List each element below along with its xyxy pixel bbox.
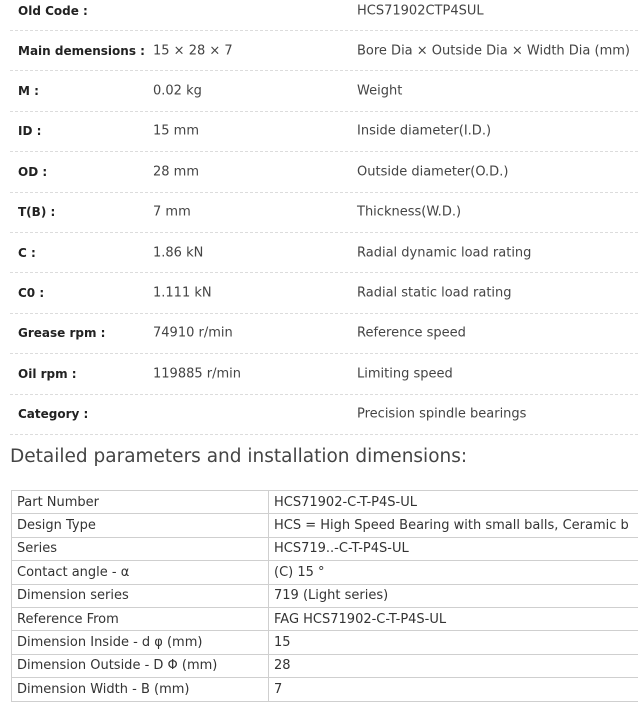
- spec-description: Weight: [357, 83, 403, 99]
- detail-key: Dimension series: [12, 584, 269, 607]
- table-row: [12, 537, 638, 560]
- detail-value: (C) 15 °: [269, 561, 638, 584]
- spec-row-grease-rpm: [10, 314, 638, 354]
- spec-label: OD :: [18, 164, 48, 179]
- spec-row-outside-diameter: [10, 152, 638, 192]
- spec-description: Radial static load rating: [357, 285, 512, 301]
- spec-row-old-code: [10, 0, 638, 31]
- spec-row-oil-rpm: [10, 354, 638, 394]
- detail-key: Dimension Width - B (mm): [12, 678, 269, 701]
- spec-label: Category :: [18, 407, 89, 422]
- detail-value: HCS719..-C-T-P4S-UL: [269, 537, 638, 560]
- spec-label: Main demensions :: [18, 43, 145, 58]
- spec-row-dynamic-load: [10, 233, 638, 273]
- spec-value: 7 mm: [153, 204, 191, 220]
- spec-value: 15 mm: [153, 123, 200, 139]
- detail-value: 7: [269, 678, 638, 701]
- spec-table: [10, 0, 638, 435]
- table-row: [12, 678, 638, 701]
- table-row: [12, 561, 638, 584]
- spec-row-main-dimensions: [10, 31, 638, 71]
- detail-value: HCS71902-C-T-P4S-UL: [269, 491, 638, 514]
- spec-description: Thickness(W.D.): [357, 204, 462, 220]
- table-row: [12, 584, 638, 607]
- spec-value: 119885 r/min: [153, 366, 241, 382]
- spec-value: 1.86 kN: [153, 245, 204, 261]
- spec-label: Grease rpm :: [18, 326, 106, 341]
- detail-value: HCS = High Speed Bearing with small balls, Ceramic b: [269, 514, 638, 537]
- detail-key: Contact angle - α: [12, 561, 269, 584]
- detail-key: Part Number: [12, 491, 269, 514]
- spec-value: 74910 r/min: [153, 325, 233, 341]
- spec-row-static-load: [10, 273, 638, 313]
- spec-value: 28 mm: [153, 164, 200, 180]
- spec-description: Radial dynamic load rating: [357, 245, 532, 261]
- spec-value: 1.111 kN: [153, 285, 212, 301]
- section-title: Detailed parameters and installation dimensions:: [10, 446, 468, 467]
- detail-key: Dimension Outside - D Φ (mm): [12, 654, 269, 677]
- detail-key: Design Type: [12, 514, 269, 537]
- spec-label: ID :: [18, 124, 42, 139]
- detail-value: 719 (Light series): [269, 584, 638, 607]
- spec-row-thickness: [10, 193, 638, 233]
- spec-value: 15 × 28 × 7: [153, 43, 233, 59]
- spec-description: Reference speed: [357, 325, 466, 341]
- detail-value: 15: [269, 631, 638, 654]
- spec-description: HCS71902CTP4SUL: [357, 3, 484, 19]
- spec-label: Oil rpm :: [18, 366, 77, 381]
- spec-value: 0.02 kg: [153, 83, 202, 99]
- spec-label: M :: [18, 84, 39, 99]
- spec-label: T(B) :: [18, 205, 56, 220]
- spec-row-weight: [10, 71, 638, 111]
- table-row: [12, 607, 638, 630]
- spec-description: Inside diameter(I.D.): [357, 123, 492, 139]
- table-row: [12, 491, 638, 514]
- spec-row-category: [10, 395, 638, 435]
- spec-label: C :: [18, 245, 36, 260]
- spec-description: Outside diameter(O.D.): [357, 164, 509, 180]
- table-row: [12, 514, 638, 537]
- table-row: [12, 654, 638, 677]
- spec-description: Precision spindle bearings: [357, 406, 527, 422]
- detail-key: Reference From: [12, 607, 269, 630]
- detail-value: FAG HCS71902-C-T-P4S-UL: [269, 607, 638, 630]
- spec-row-inside-diameter: [10, 112, 638, 152]
- spec-description: Limiting speed: [357, 366, 453, 382]
- table-row: [12, 631, 638, 654]
- spec-label: C0 :: [18, 286, 45, 301]
- spec-label: Old Code :: [18, 4, 88, 18]
- detail-table: [11, 490, 638, 702]
- detail-key: Dimension Inside - d φ (mm): [12, 631, 269, 654]
- spec-description: Bore Dia × Outside Dia × Width Dia (mm): [357, 43, 630, 59]
- detail-value: 28: [269, 654, 638, 677]
- detail-key: Series: [12, 537, 269, 560]
